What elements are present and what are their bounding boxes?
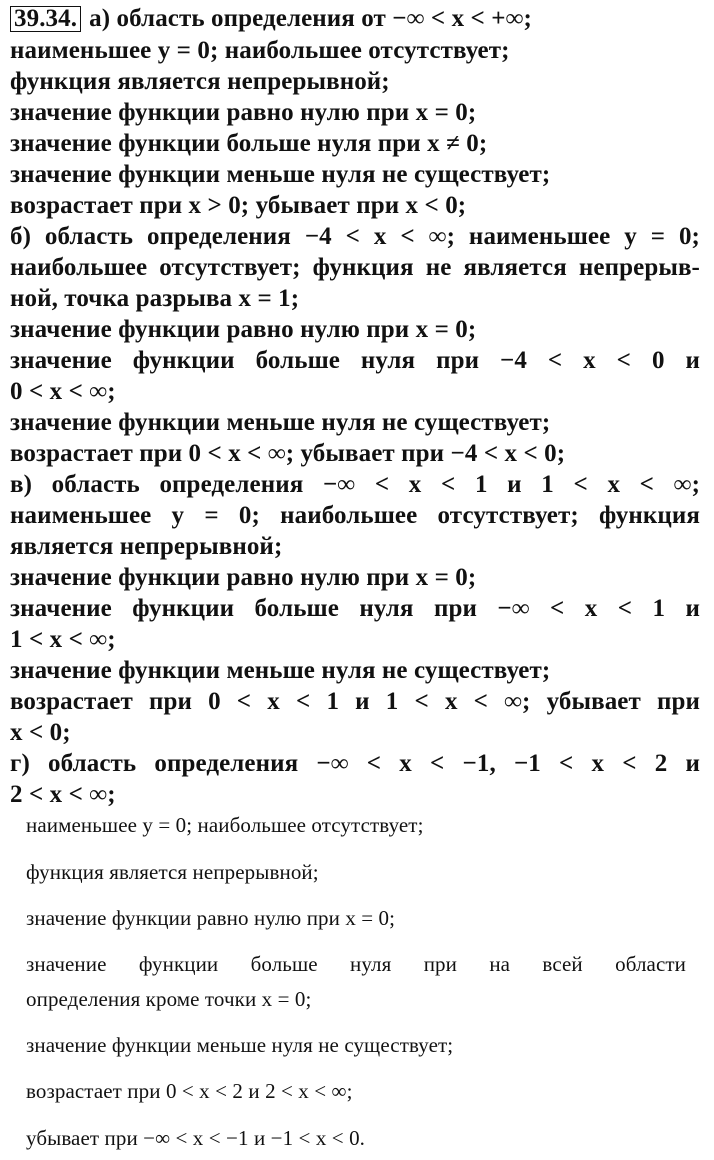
- text-line-1: 39.34. а) область определения от −∞ < x < +∞;: [10, 4, 700, 34]
- text-line-28: функция является непрерывной;: [26, 860, 319, 884]
- text-line-11: значение функции равно нулю при x = 0;: [10, 316, 477, 343]
- text-line-2: наименьшее y = 0; наибольшее отсутствует;: [10, 37, 510, 64]
- text-line-4: значение функции равно нулю при x = 0;: [10, 99, 477, 126]
- text-line-34: убывает при −∞ < x < −1 и −1 < x < 0.: [26, 1126, 366, 1150]
- text-line-16: в) область определения −∞ < x < 1 и 1 < x < ∞;: [10, 471, 700, 498]
- text-line-12: значение функции больше нуля при −4 < x < 0 и: [10, 347, 700, 374]
- text-line-13: 0 < x < ∞;: [10, 378, 116, 405]
- problem-number: 39.34.: [10, 6, 81, 32]
- text-line-24: x < 0;: [10, 719, 71, 746]
- text-line-31: определения кроме точки x = 0;: [26, 987, 312, 1011]
- text-line-14: значение функции меньше нуля не существует;: [10, 409, 551, 436]
- text-line-3: функция является непрерывной;: [10, 68, 390, 95]
- text-line-18: является непрерывной;: [10, 533, 283, 560]
- text-line-22: значение функции меньше нуля не существует;: [10, 657, 551, 684]
- text-line-23: возрастает при 0 < x < 1 и 1 < x < ∞; убывает при: [10, 688, 700, 715]
- text-line-21: 1 < x < ∞;: [10, 626, 116, 653]
- text-line-6: значение функции меньше нуля не существует;: [10, 161, 551, 188]
- text-line-19: значение функции равно нулю при x = 0;: [10, 564, 477, 591]
- text-line-27: наименьшее y = 0; наибольшее отсутствует;: [26, 813, 424, 837]
- text-line-9: наибольшее отсутствует; функция не является непрерыв-: [10, 254, 700, 281]
- text-line-8: б) область определения −4 < x < ∞; наименьшее y = 0;: [10, 223, 700, 250]
- text-line-29: значение функции равно нулю при x = 0;: [26, 906, 396, 930]
- text-line-26: 2 < x < ∞;: [10, 781, 116, 808]
- text-line-10: ной, точка разрыва x = 1;: [10, 285, 300, 312]
- text-line-15: возрастает при 0 < x < ∞; убывает при −4 < x < 0;: [10, 440, 566, 467]
- text-line-30: значение функции больше нуля при на всей области: [26, 952, 686, 976]
- text-line-20: значение функции больше нуля при −∞ < x < 1 и: [10, 595, 700, 622]
- text-line-5: значение функции больше нуля при x ≠ 0;: [10, 130, 488, 157]
- text-line-7: возрастает при x > 0; убывает при x < 0;: [10, 192, 467, 219]
- text-line-25: г) область определения −∞ < x < −1, −1 < x < 2 и: [10, 750, 700, 777]
- text-line-32: значение функции меньше нуля не существует;: [26, 1033, 454, 1057]
- text-line-17: наименьшее y = 0; наибольшее отсутствует; функция: [10, 502, 700, 529]
- text-line-33: возрастает при 0 < x < 2 и 2 < x < ∞;: [26, 1079, 353, 1103]
